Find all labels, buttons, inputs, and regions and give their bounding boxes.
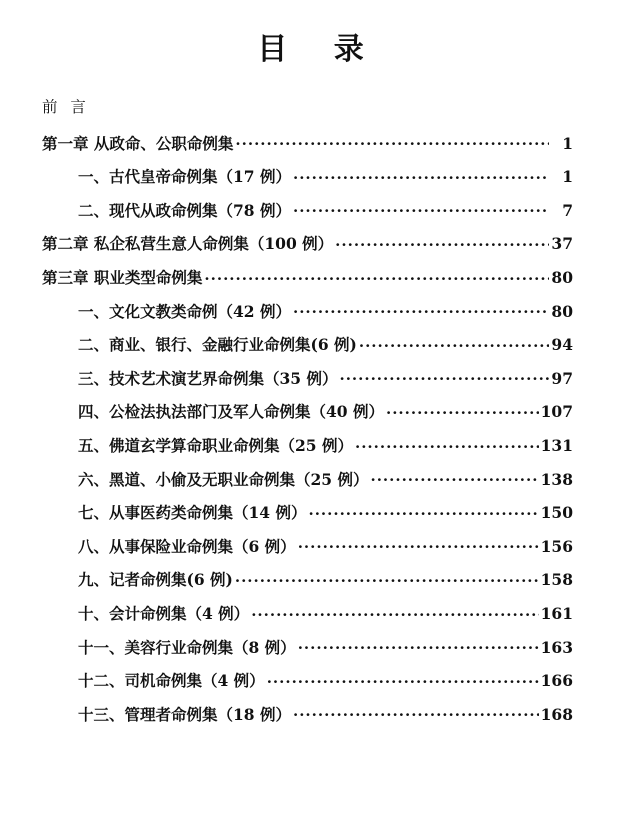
- toc-entry-label: 一、古代皇帝命例集（17 例）: [78, 167, 291, 187]
- toc-entry-page: 156: [540, 536, 573, 556]
- toc-entry-label: 第一章 从政命、公职命例集: [42, 133, 234, 153]
- toc-entry-label: 七、从事医药类命例集（14 例）: [78, 503, 307, 523]
- toc-entry-page: 80: [551, 267, 573, 287]
- toc-entry-page: 158: [540, 570, 573, 590]
- toc-entry[interactable]: [42, 168, 573, 187]
- toc-entry-label: 十一、美容行业命例集（8 例）: [78, 637, 296, 657]
- toc-entry[interactable]: [42, 202, 573, 221]
- toc-leader-dots: [293, 207, 549, 217]
- toc-leader-dots: [359, 342, 549, 352]
- toc-entry-label: 二、现代从政命例集（78 例）: [78, 200, 291, 220]
- toc-entry[interactable]: [42, 605, 573, 624]
- toc-leader-dots: [335, 241, 549, 251]
- toc-leader-dots: [92, 104, 549, 114]
- toc-entry-page: 7: [562, 200, 573, 220]
- toc-entry[interactable]: [42, 336, 573, 355]
- toc-entry-page: 150: [540, 503, 573, 523]
- toc-leader-dots: [293, 308, 549, 318]
- toc-entry[interactable]: [42, 471, 573, 490]
- toc-entry-page: 80: [551, 301, 573, 321]
- toc-leader-dots: [386, 409, 539, 419]
- toc-entry[interactable]: [42, 303, 573, 322]
- toc-leader-dots: [251, 611, 538, 621]
- toc-entry-label: 十三、管理者命例集（18 例）: [78, 704, 291, 724]
- toc-entry-page: 1: [562, 167, 573, 187]
- toc-entry-page: 107: [540, 402, 573, 422]
- toc-entry[interactable]: [42, 538, 573, 557]
- toc-entry-label: 十、会计命例集（4 例）: [78, 603, 250, 623]
- toc-leader-dots: [308, 510, 538, 520]
- toc-entry[interactable]: [42, 706, 573, 725]
- toc-entry-page: 168: [540, 704, 573, 724]
- page-title: 目 录: [257, 32, 382, 67]
- toc-entry-label: 第三章 职业类型命例集: [42, 267, 203, 287]
- toc-entry-label: 八、从事保险业命例集（6 例）: [78, 536, 296, 556]
- toc-entry[interactable]: [42, 504, 573, 523]
- toc-entry[interactable]: [42, 639, 573, 658]
- toc-entry-page: 138: [540, 469, 573, 489]
- toc-entry[interactable]: [42, 370, 573, 389]
- toc-entry-page: 1: [562, 133, 573, 153]
- toc-entry-page: 94: [551, 335, 573, 355]
- toc-entry[interactable]: [42, 672, 573, 691]
- toc-entry-page: 163: [540, 637, 573, 657]
- toc-entry-page: 166: [540, 671, 573, 691]
- toc-entry[interactable]: [42, 269, 573, 288]
- toc-entry-label: 一、文化文教类命例（42 例）: [78, 301, 291, 321]
- toc-entry[interactable]: [42, 235, 573, 254]
- toc-list: [0, 98, 621, 724]
- toc-entry[interactable]: [42, 571, 573, 590]
- toc-leader-dots: [293, 174, 549, 184]
- toc-leader-dots: [235, 577, 539, 587]
- toc-leader-dots: [293, 711, 539, 721]
- toc-leader-dots: [298, 644, 539, 654]
- toc-leader-dots: [235, 140, 549, 150]
- toc-entry-label: 前 言: [42, 98, 90, 116]
- toc-leader-dots: [355, 443, 539, 453]
- toc-entry-page: 37: [551, 234, 573, 254]
- toc-entry-label: 九、记者命例集(6 例): [78, 570, 233, 590]
- toc-entry[interactable]: [42, 437, 573, 456]
- toc-entry-page: 161: [540, 603, 573, 623]
- toc-entry[interactable]: [42, 403, 573, 422]
- toc-entry-label: 五、佛道玄学算命职业命例集（25 例）: [78, 435, 353, 455]
- toc-entry-label: 第二章 私企私营生意人命例集（100 例）: [42, 234, 334, 254]
- toc-leader-dots: [339, 375, 549, 385]
- toc-leader-dots: [204, 275, 549, 285]
- toc-entry[interactable]: [42, 98, 573, 117]
- toc-entry[interactable]: [42, 135, 573, 154]
- toc-entry-page: 97: [551, 368, 573, 388]
- toc-entry-label: 三、技术艺术演艺界命例集（35 例）: [78, 368, 338, 388]
- toc-leader-dots: [267, 678, 539, 688]
- toc-entry-label: 二、商业、银行、金融行业命例集(6 例): [78, 335, 357, 355]
- toc-entry-page: 131: [540, 435, 573, 455]
- toc-entry-label: 十二、司机命例集（4 例）: [78, 671, 265, 691]
- toc-entry-label: 六、黑道、小偷及无职业命例集（25 例）: [78, 469, 369, 489]
- toc-leader-dots: [298, 543, 539, 553]
- toc-entry-label: 四、公检法执法部门及军人命例集（40 例）: [78, 402, 384, 422]
- toc-leader-dots: [370, 476, 538, 486]
